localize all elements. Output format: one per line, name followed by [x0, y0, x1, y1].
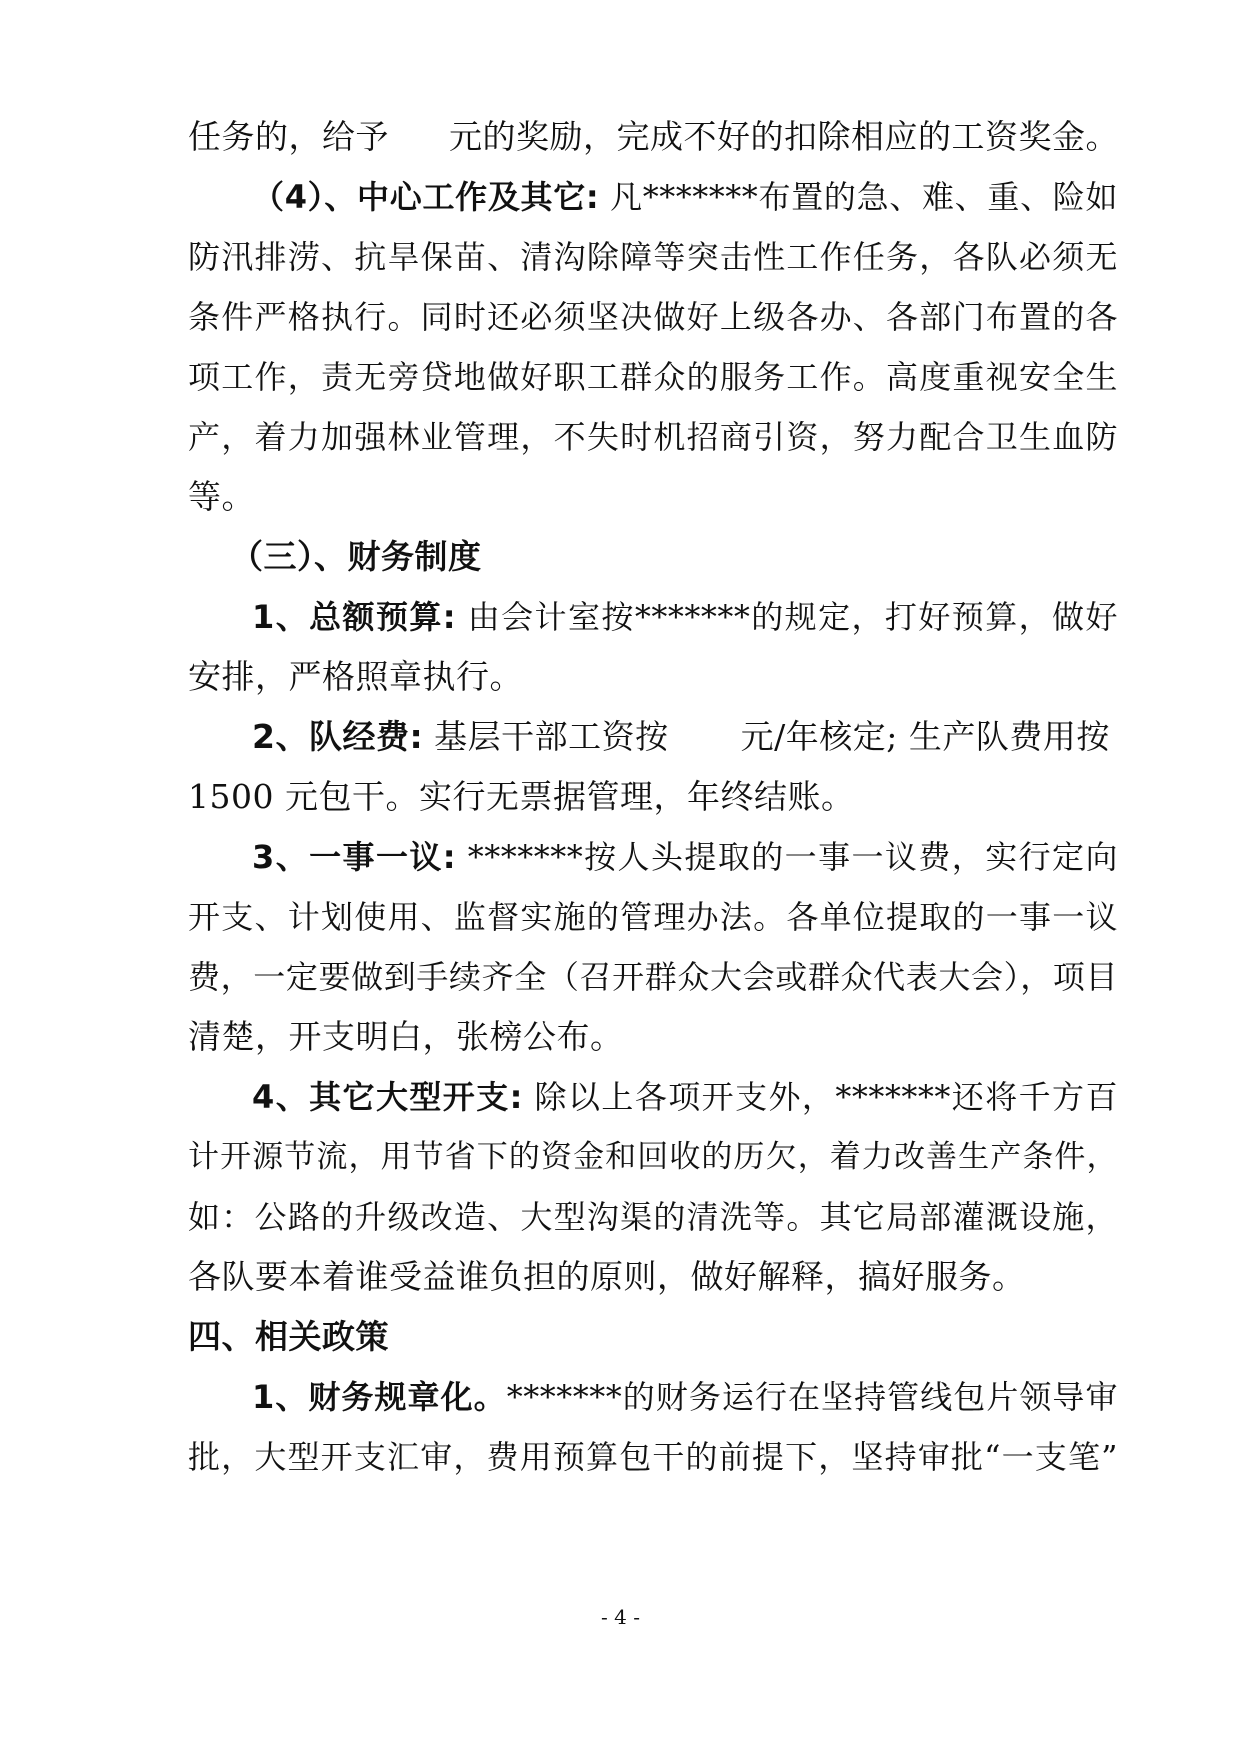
bold-lead: 1、总额预算:	[252, 598, 457, 636]
text-line: 开支、计划使用、监督实施的管理办法。各单位提取的一事一议	[188, 898, 1118, 936]
section-heading-finance: （三）、财务制度	[230, 537, 482, 576]
text-line: 1500 元包干。实行无票据管理，年终结账。	[188, 777, 855, 816]
text-line: 计开源节流，用节省下的资金和回收的历欠，着力改善生产条件，	[188, 1139, 1118, 1175]
paragraph-large-expense	[252, 1077, 1118, 1117]
text-line: 费，一定要做到手续齐全（召开群众大会或群众代表大会），项目	[188, 958, 1118, 996]
paragraph-finance-rules	[252, 1377, 1118, 1417]
text-line	[188, 117, 1118, 157]
paragraph-team-funds	[252, 717, 1118, 757]
page-number: - 4 -	[601, 1605, 640, 1629]
text-line: 清楚，开支明白，张榜公布。	[188, 1017, 624, 1056]
bold-lead: 3、一事一议:	[252, 838, 457, 876]
text-fragment: 凡*******布置的急、难、重、险如	[599, 178, 1118, 216]
text-fragment: 元/年核定; 生产队费用按	[740, 717, 1110, 756]
bold-lead: 1、财务规章化。	[252, 1378, 507, 1416]
text-line: 安排，严格照章执行。	[188, 657, 523, 696]
text-fragment: *******按人头提取的一事一议费，实行定向	[456, 838, 1118, 876]
paragraph-center-work	[252, 177, 1118, 217]
text-fragment: 除以上各项开支外，*******还将千方百	[522, 1078, 1118, 1116]
section-heading-policies: 四、相关政策	[188, 1317, 389, 1356]
text-line: 如：公路的升级改造、大型沟渠的清洗等。其它局部灌溉设施，	[188, 1198, 1118, 1236]
text-fragment: 基层干部工资按	[423, 717, 669, 756]
paragraph-budget	[252, 597, 1118, 637]
text-line: 防汛排涝、抗旱保苗、清沟除障等突击性工作任务，各队必须无	[188, 238, 1118, 276]
bold-lead: （4）、中心工作及其它:	[252, 178, 600, 216]
bold-lead: 4、其它大型开支:	[252, 1078, 523, 1116]
text-fragment: *******的财务运行在坚持管线包片领导审	[506, 1378, 1118, 1416]
text-line: 项工作，责无旁贷地做好职工群众的服务工作。高度重视安全生	[188, 358, 1118, 396]
text-line: 各队要本着谁受益谁负担的原则，做好解释，搞好服务。	[188, 1257, 1026, 1296]
text-line: 等。	[188, 477, 255, 516]
text-fragment: 任务的，给予	[188, 117, 389, 156]
text-line: 批，大型开支汇审，费用预算包干的前提下，坚持审批“一支笔”	[188, 1438, 1118, 1476]
bold-lead: 2、队经费:	[252, 717, 424, 756]
text-line: 条件严格执行。同时还必须坚决做好上级各办、各部门布置的各	[188, 298, 1118, 336]
text-line: 产，着力加强林业管理，不失时机招商引资，努力配合卫生血防	[188, 418, 1118, 456]
text-fragment: 元的奖励，完成不好的扣除相应的工资奖金。	[449, 117, 1119, 156]
text-fragment: 由会计室按*******的规定，打好预算，做好	[456, 598, 1118, 636]
paragraph-one-matter	[252, 837, 1118, 877]
